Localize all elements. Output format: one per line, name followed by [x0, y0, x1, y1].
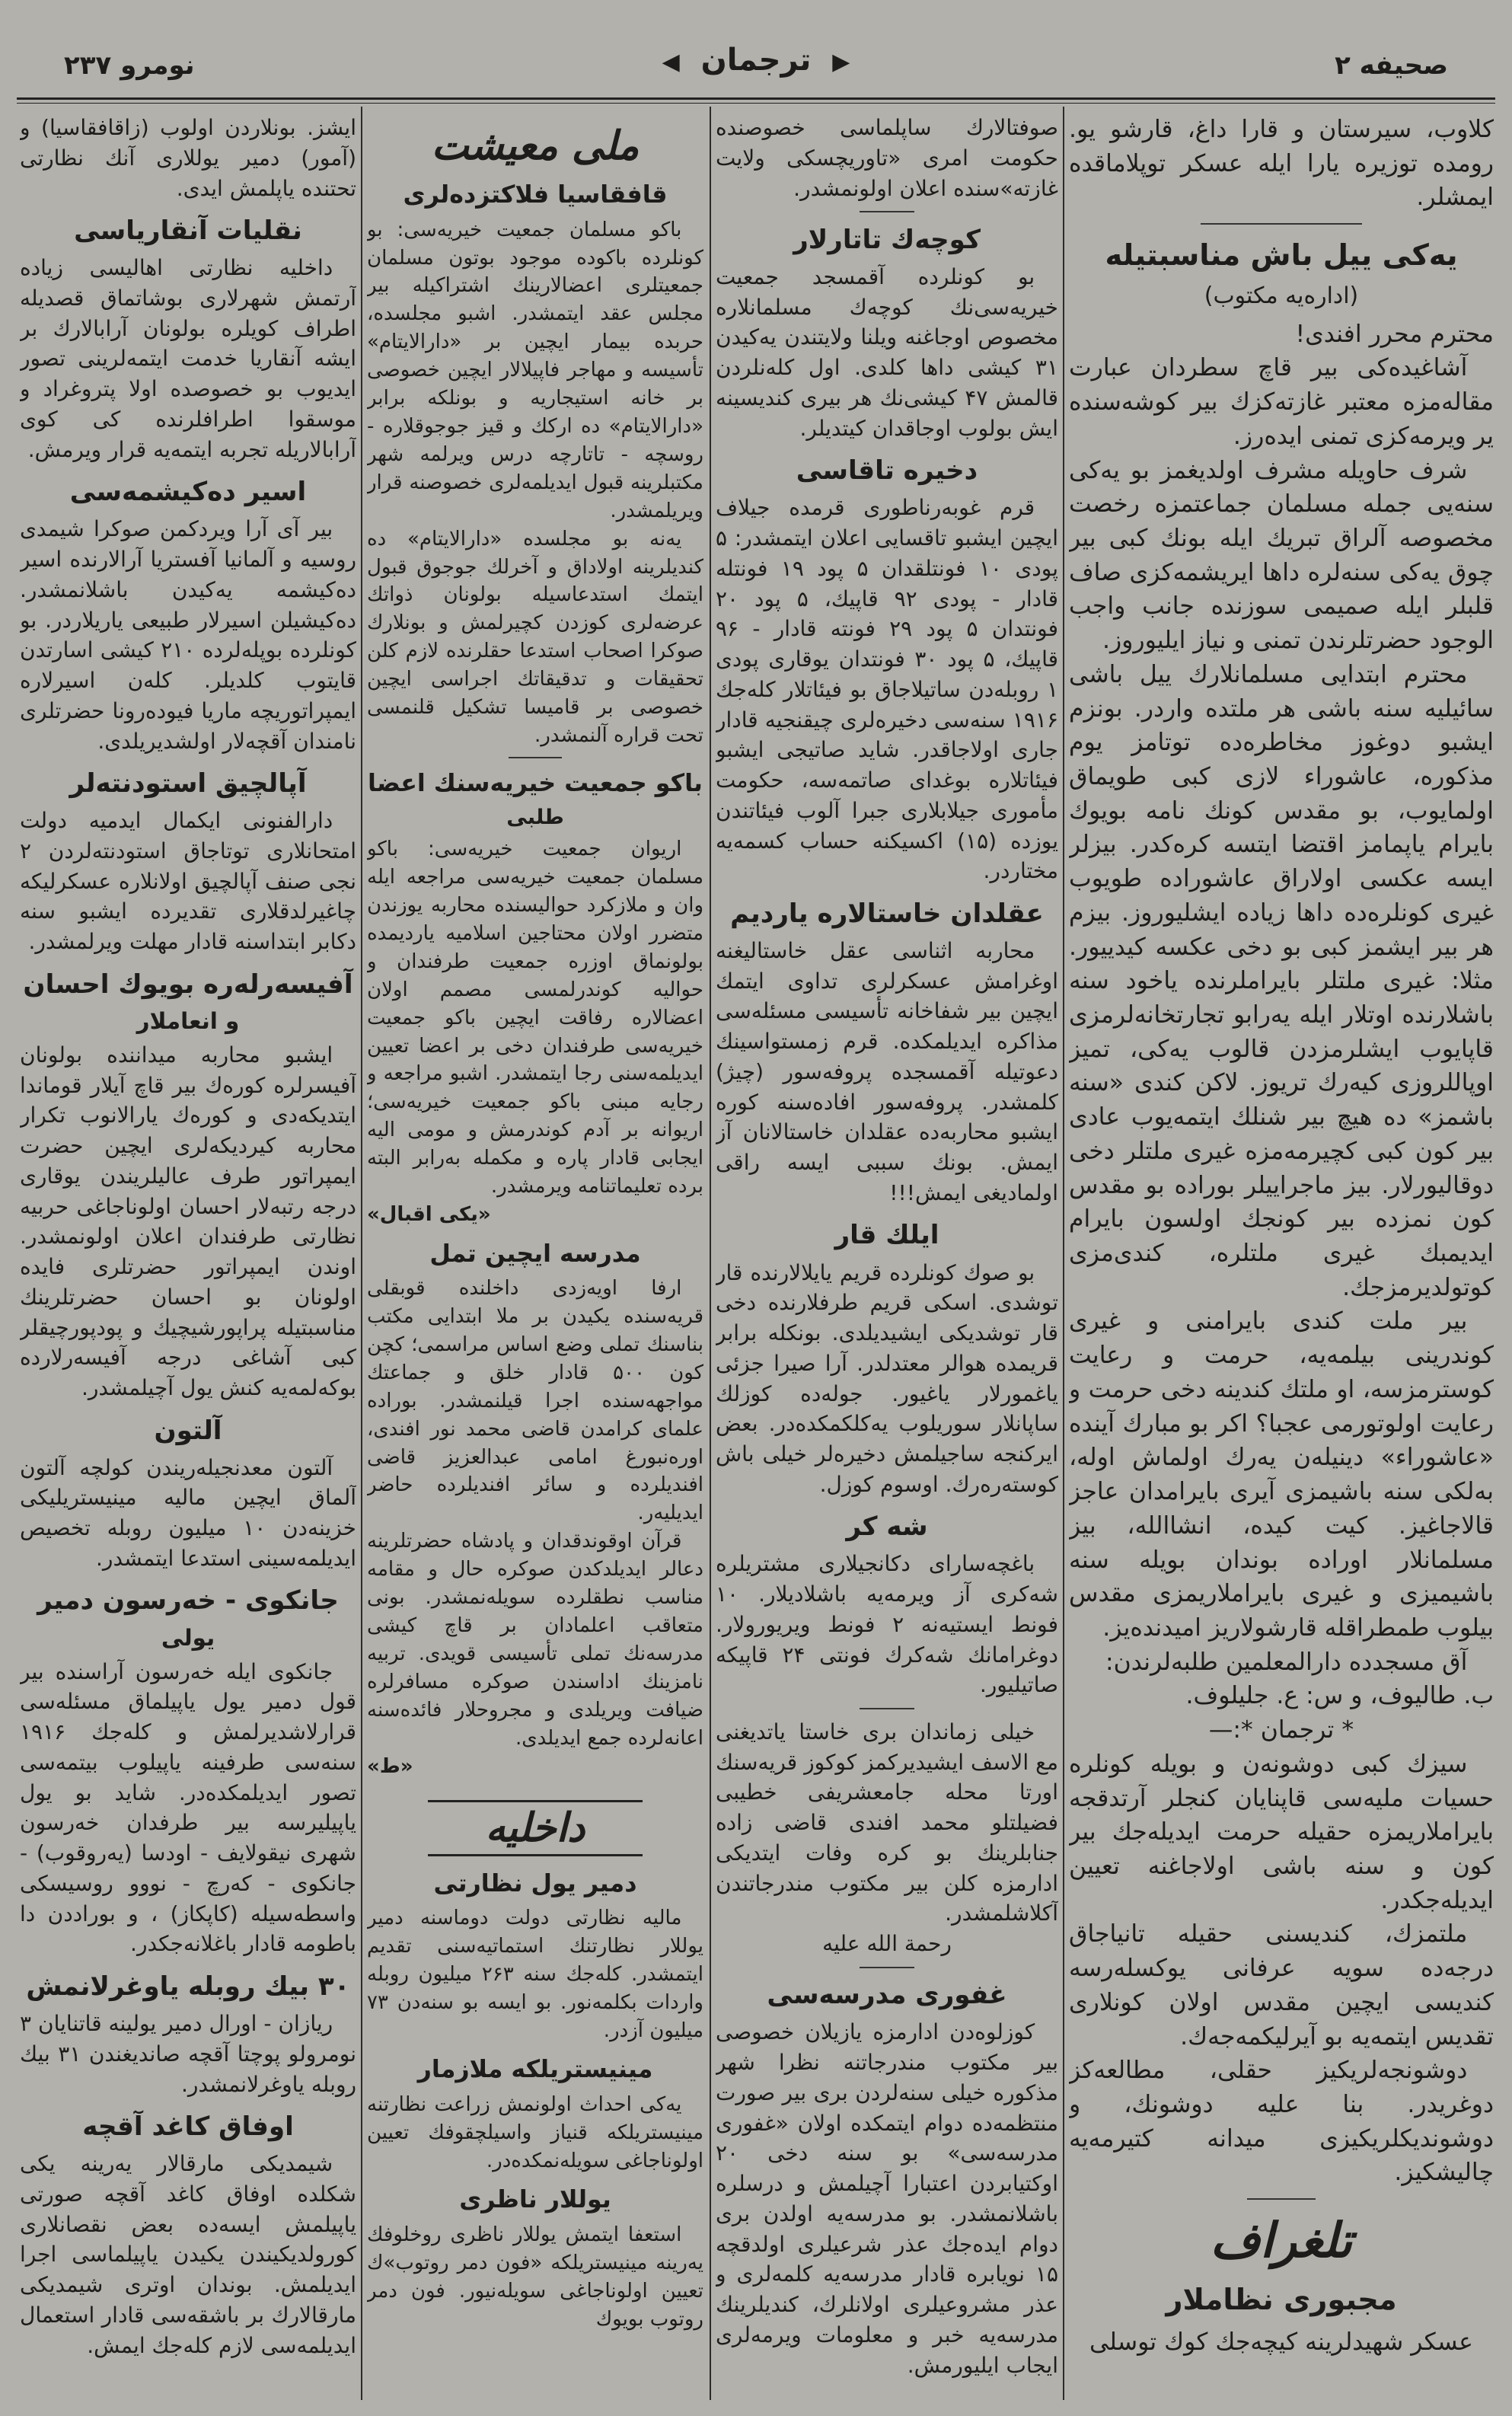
article-title: کوچه‌ك تاتارلار — [793, 224, 981, 255]
masthead — [18, 43, 1494, 78]
article-signature: «ط» — [367, 1754, 413, 1778]
article-title: دخیره تاقاسی — [796, 455, 978, 487]
article-title: آلتون — [154, 1415, 222, 1446]
article-paragraph: عسکر شهیدلرینه کیچه‌جك کوك توسلی — [1089, 2328, 1473, 2356]
article-title-continued: و انعاملار — [136, 1007, 240, 1034]
article-divider — [1247, 2198, 1315, 2200]
article-paragraph: کوزلوه‌دن ادارمزه یازیلان خصوصی بیر مکتوب مندرجاتنه نظرا شهر مذکوره خیلی سنه‌لردن بری بیر صورت منتظمه‌ده دوام ایتمکده اولان «غفوری مدرسه‌سی» بو سنه دخی ۲۰ اوکتیابردن اعتبارا آچیلمش و درسلره باشلانمشدر. بو مدرسه‌یه اولدن بری دوام ایده‌جك عذر شرعیلری اولدقچه ۱۵ نویابره قادار مدرسه‌یه کلمه‌لری و عذر مشروعیلری اولانلرك، کندیلرینك مدرسه‌یه خبر و معلومات ویرمه‌لری ایجاب ایلیورمش. — [716, 2019, 1058, 2378]
article-divider — [509, 757, 563, 758]
article-source: «یکی اقبال» — [367, 1202, 491, 1226]
article-paragraph: شرف حاویله مشرف اولدیغمز بو یه‌کی سنه‌یی جمله مسلمان جماعتمزه رخصت مخصوصه آلراق تبریك ایله بونك کبی بیر چوق یه‌کی سنه‌لره داها ایریشمه‌کزی صاف قلبلر ایله صمیمی سوزنده جانب واجب الوجود حضرتلرندن تمنی و نیاز ایلیوروز. — [1069, 456, 1494, 655]
article-paragraph: ملتمزك، کندیسنی حقیله تانیاجاق درجه‌ده سویه عرفانی یوکسله‌رسه کندیسی ایچین مقدس اولان کونلاری تقدیس ایتمه‌یه بو آیرلیکمه‌جه‌ك. — [1069, 1920, 1494, 2051]
signature-names: ب. طالیوف، و س: ع. جلیلوف. — [1185, 1682, 1494, 1710]
signature-place: آق مسجدده دارالمعلمین طلبه‌لرندن: — [1105, 1648, 1468, 1676]
article-paragraph: بیر آی آرا ویردکمن صوکرا شیمدی روسیه و آلمانیا آفستریا آرالارنده اسیر ده‌کیشمه یه‌کیدن باشلانمشدر. ده‌کیشیلن اسیرلار طبیعی یاریلاردر. بو کونلرده بوپله‌لرده ۲۱۰ کیشی اسارتدن قایتوب کلدیلر. کله‌ن اسیرلاره ایمپراتوریچه ماریا فیوده‌رونا حضرتلری نامندان آقچه‌لار اولشدیریلدی. — [20, 516, 356, 754]
article-title: جانکوی - خه‌رسون دمیر — [37, 1585, 339, 1617]
article-paragraph: استعفا ایتمش یوللار ناظری روخلوفك یه‌رینه مینیستریلکه «فون دمر روتوب»ك تعیین اولوناجاغی سویله‌نیور. فون دمر روتوب بویوك — [367, 2223, 703, 2331]
article-divider — [860, 1967, 914, 1968]
article-title: یوللار ناظری — [459, 2186, 611, 2214]
article-subtitle: (اداره‌یه مکتوب) — [1204, 282, 1359, 310]
article-title: مدرسه ایچین تمل — [429, 1240, 641, 1268]
article-paragraph: جانکوی ایله خه‌رسون آراسنده بیر قول دمیر یول یاپیلماق مسئله‌سی قرارلاشدیرلمش و کله‌جك ۱۹۱۶ سنه‌سی طرفینه یاپیلوب بیتمه‌سی تصور ایدیلمکده‌در. شاید بو یول یاپیلیرسه بیر طرفدان خه‌رسون شهری نیقولایف - اودسا (یه‌روقوب) - جانکوی - که‌رچ - نووو روسیسکی واسطه‌سیله (کاپکاز) ، و بوراددن دا باطومه قادار باغلانه‌جکدر. — [20, 1658, 356, 1957]
issue-number-label: نومرو ۲۳۷ — [64, 50, 195, 81]
article-paragraph: ایشبو محاربه میداننده بولونان آفیسرلره کوره‌ك بیر قاچ آیلار قوماندا ایتدیکه‌دی و کوره‌ك یارالانوب تکرار محاربه کیردیکه‌لری ایچین حضرت ایمپراتور طرف عالیلریندن یوقاری درجه رتبه‌لار احسان اولوناجاغی حربیه نظارتی طرفندان اعلان اولونمشدر. اوندن ایمپراتور حضرتلری فایده اولونان بو احسان حضرتلرینك مناسبتیله پراپورشیچیك و پودپورچیقلر کبی آشاغی درجه آفیسه‌رلارده بوکه‌لمه‌یه کنش یول آچیلمشدر. — [20, 1042, 356, 1401]
article-title: عقلدان خاستالاره یاردیم — [730, 898, 1044, 929]
article-title-continued: طلبی — [506, 806, 564, 830]
article-paragraph: شیمدیکی مارقالار یه‌رینه یکی شکلده اوفاق کاغد آقچه صورتی یاپیلمش ایسه‌ده بعض نقصانلاری کورولدیکیندن یکیدن یاپیلماسی اجرا ایدیلمش. بوندان اوتری شیمدیکی مارقالارك بر باشقه‌سی قادار استعمال ایدیلمه‌سی لازم کله‌جك ایمش. — [20, 2151, 356, 2358]
column-rule — [710, 107, 711, 2400]
article-divider — [860, 1708, 914, 1709]
article-paragraph: صوفتالارك ساپلماسی خصوصنده حکومت امری «تاوریچسکی ولایت غازته»سنده اعلان اولونمشدر. — [716, 115, 1058, 201]
article-paragraph: باغچه‌سارای دکانجیلاری مشتریلره شه‌کری آز ویرمه‌یه باشلادیلار. ۱۰ فونط ایستیه‌نه ۲ فونط ویریورولار. دوغرامانك شه‌کرك فونتی ۲۴ قاپیکه صاتیلیور. — [716, 1551, 1058, 1698]
article-paragraph: قرآن اوقوندقدان و پادشاه حضرتلرینه دعالر ایدیلدکدن صوکره حال و مقامه مناسب نطقلرده سویله‌نمشدر. بونی متعاقب اعلمادان بر قاچ کیشی مدرسه‌نك تملی تأسیسی قویدی. تربیه نامزینك اداسندن صوکره مسافرلره ضیافت ویریلدی و مجروحلار فائده‌سنه اعانه‌لرده جمع ایدیلدی. — [367, 1530, 703, 1750]
editor-reply-label: * ترجمان *:— — [1208, 1716, 1354, 1744]
obituary-prayer: رحمة الله علیه — [822, 1931, 952, 1957]
article-title: آپالچیق استودنته‌لر — [69, 768, 307, 799]
article-paragraph: محترم ابتدایی مسلمانلارك ییل باشی سائیلیه سنه باشی هر ملتده واردر. بونزم ایشبو دوغوز مخاطره‌ده توتامز یوم مذکوره، عاشوراء لازی کبی طویماق اولمایوب، بو مقدس کونك نامه بویوك بایرام یاپمامز اقتضا ایتسه کره‌کدر. بیزلر ایسه عکسی اولاراق عاشوراده طویوب غیری کونلره‌ده داها زیاده ایشلیوروز. بیزم هر بیر ایشمز کبی بو دخی عکسه کیدییور. مثلا: غیری ملتلر بایراملرنده یاخود سنه باشلارنده اوتلار ایله یه‌رابو تجارتخانه‌لرمزی قاپایوب ایشلرمزدن قالوب یه‌کی، تمیز اوپاللروزی کیه‌رك تریوز. لاکن کندی «سنه باشمز» ده هیچ بیر شنلك ایتمه‌یوب عادی بیر کون کبی کچیرمه‌مزه غیری ملتلر دخی دوقالیورلار. بیز ماجراییلر بوراده بو مقدس کون نمزده بیر کونجك اولسون بایرام ایدیمبك غیری ملتلره، کندی‌مزی کوتولدیرمزجك. — [1069, 660, 1494, 1301]
article-title: ایلك قار — [834, 1220, 939, 1251]
article-title: باکو جمعیت خیریه‌سنك اعضا — [368, 769, 703, 797]
obituary-paragraph: خیلی زماندان بری خاستا یاتدیغنی مع الاسف ایشیدیرکمز کوکوز قریه‌سنك اورتا محله جامعشریفی خطیبی فضیلتلو محمد افندی قاضی زاده جنابلرینك بو کره وفات ایتدیکی ادارمزه کلن بیر مکتوب مندرجاتندن آکلاشلمشدر. — [716, 1719, 1058, 1926]
article-paragraph: بو کونلرده آقمسجد جمعیت خیریه‌سی‌نك کوچه‌ك مسلمانلاره مخصوص اوجاغنه ویلنا ولایتندن یه‌کیدن ۳۱ کیشی داها کلدی. اول کله‌نلردن قالمش ۴۷ کیشی‌نك هر بیری کندیسینه ایش بولوب اوجاقدان کیتدیلر. — [716, 263, 1058, 441]
article-paragraph: دارالفنونی ایکمال ایدمیه دولت امتحانلاری توتاجاق استودنته‌لردن ۲ نجی صنف آپالچیق اولانلاره عسکرلیکه چاغیرلدقلاری تقدیرده ایشبو سنه دکابر ابتداسنه قادار مهلت ویرلمشدر. — [20, 808, 356, 955]
section-logo: تلغراف — [1210, 2212, 1353, 2268]
article-title: غفوری مدرسه‌سی — [767, 1980, 1007, 2011]
article-title: ۳۰ بیك روبله یاوغرلانمش — [26, 1971, 350, 2002]
article-paragraph: سیزك کبی دوشونه‌ن و بویله کونلره حسیات ملیه‌سی قاپنایان کنجلر آرتدقجه بایراملاریمزه حقیله حرمت ایدیله‌جك بیر کون و سنه باشی اولاجاغنه تعیین ایدیله‌جکدر. — [1069, 1750, 1494, 1914]
section-heading-internal: داخلیه — [428, 1800, 643, 1856]
arrow-left-icon: ◀ — [662, 48, 680, 75]
page-header — [18, 43, 1494, 96]
article-paragraph: بو صوك کونلرده قریم یایلالارنده قار توشدی. اسکی قریم طرفلارنده دخی قار توشدیکی ایشیدیلدی. بونکله برابر قریمده هوالر معتدلدر. آرا صیرا جزئی یاغمورلار یاغیور. جوله‌ده کوزلك ساپانلار سوریلوب یه‌کلکمکده‌در. بعض ایرکنجه ساجیلمش دخیره‌لر خیلی باش کوسته‌ره‌رك. اوسوم کوزل. — [716, 1259, 1058, 1497]
article-paragraph: محاربه اثناسی عقل خاستالیغنه اوغرامش عسکرلری تداوی ایتمك ایچین بیر شفاخانه تأسیسی مسئله‌سی مذاکره ایدیلمکده. قرم زمستواسینك دعوتیله آقمسجده پروفه‌سور (چیژ) کلمشدر. پروفه‌سور افاده‌سنه کوره ایشبو محاربه‌ده عقلدان خاستالانان آز ایمش. بونك سببی ایسه راقی اولمادیغی ایمش!!! — [716, 937, 1058, 1205]
article-paragraph: کلاوب، سیرستان و قارا داغ، قارشو یو. رومده توزیره یارا ایله عسکر توپلاماقده ایمشلر. — [1069, 116, 1494, 212]
article-paragraph: ایشز. بونلاردن اولوب (زاقافقاسیا) و (آمور) دمیر یوللاری آنك نظارتی تحتنده یاپلمش ایدی. — [20, 115, 356, 201]
article-divider — [860, 211, 914, 212]
article-paragraph: آشاغیده‌کی بیر قاچ سطردان عبارت مقاله‌مزه معتبر غازته‌کزك بیر کوشه‌سنده یر ویرمه‌کزی تمنی ایده‌رز. — [1069, 354, 1494, 450]
article-paragraph: یه‌نه بو مجلسده «دارالایتام» ده کندیلرینه اولاداق و آخرلك جوجوق قبول ایتمك استدعاسیله بولونان ذواتك عرضه‌لری کوزدن کچیرلمش و بونلارك صوکرا اصحاب استدعا حقلرنده لازم کلن تحقیقات و تدقیقاتك اجراسی ایچین خصوصی بر قامیسا تشکیل قلنمسی تحت قراره آلنمشدر. — [367, 527, 703, 747]
column-rule — [1063, 107, 1064, 2400]
article-paragraph: ریازان - اورال دمیر یولینه قاتنایان ۳ نومرولو پوچتا آقچه صاندیغندن ۳۱ بیك روبله یاوغرلانمشدر. — [20, 2011, 356, 2097]
article-title: اسیر ده‌کیشمه‌سی — [69, 477, 307, 508]
header-rule — [17, 97, 1495, 104]
article-title: مجبوری نظاملار — [1166, 2282, 1397, 2317]
article-paragraph: یه‌کی احداث اولونمش زراعت نظارتنه مینیستریلکه قنیاز واسیلچقوفك تعیین اولوناجاغی سویله‌نمکده‌در. — [367, 2092, 703, 2172]
article-title: اوفاق کاغد آقچه — [82, 2111, 294, 2142]
article-paragraph: اریوان جمعیت خیریه‌سی: باکو مسلمان جمعیت خیریه‌سی مراجعه ایله وان و ملازکرد حوالیسنده محاربه یوزندن متضرر اولان محتاجین اسلامیه یاردیمده بولونماق اوزره جمعیت طرفندان و حوالیه کوندرلمسی مصمم اولان اعضالاره رفاقت ایچین باکو جمعیت خیریه‌سی طرفندان دخی بر اعضا تعیین ایدیلمه‌سنی رجا ایتمشدر. اشبو مراجعه و رجایه مبنی باکو جمعیت خیریه‌سی؛ اریوانه بر آدم کوندرمش و مومی الیه ایجابی قادار پاره و مکمله به‌رابر البته برده تعلیماتنامه ویرمشدر. — [367, 838, 703, 1198]
section-heading-national-life: ملی معیشت — [431, 123, 640, 169]
article-title-continued: یولی — [161, 1624, 215, 1651]
article-title: قافقاسیا فلاکتزده‌لری — [403, 181, 668, 209]
article-title: مینیستریلکه ملازمار — [417, 2056, 653, 2084]
article-paragraph: بیر ملت کندی بایرامنی و غیری کوندرینی بیلمه‌یه، حرمت و رعایت کوسترمزسه، او ملتك کندینه دخی حرمت و رعایت اولوتورمی عجبا؟ اکر بو مبارك آینده «عاشوراء» دینیله‌ن یه‌رك اولماش اوله، به‌لکی سنه باشیمزی آیری بایرامدان عاجز قالاجاغیز. کیت کیده، انشاالله، بیز مسلمانلار اوراده بوندان بویله سنه باشیمیزی و غیری بایراملاریمزی مقدس بیلوب طمطراقله قارشولاریز امیدنده‌یز. — [1069, 1307, 1494, 1642]
column-1 — [1069, 113, 1494, 2397]
article-title: شه کر — [846, 1511, 928, 1543]
article-paragraph: قرم غوبه‌رناطوری قرمده جیلاف ایچین ایشبو تاقسایی اعلان ایتمشدر: ۵ پودی ۱۰ فونتلقدان ۵ پود ۱۹ فونتله قادار - پودی ۹۲ قاپیك، ۵ پود ۲۰ فونتدان ۵ پود ۲۹ فونته قادار - ۹۶ قاپیك، ۵ پود ۳۰ فونتدان یوقاری پودی ۱ روبله‌دن ساتیلاجاق بو فیئاتلار کله‌جك ۱۹۱۶ سنه‌سی دخیره‌لری چیقنجیه قادار جاری اولاجاقدر. شاید صاتیجی ایشبو فیئاتلاره بوغدای صاتمه‌سه، حکومت مأموری جیلابلاری جبرا آلوب فیئاتندن یوزده (۱۵) اکسیکنه حساب کسمه‌یه مختاردر. — [716, 495, 1058, 884]
column-3 — [367, 113, 703, 2397]
article-paragraph: ارفا اویه‌زدی داخلنده قوبقلی قریه‌سنده یکیدن بر ملا ابتدایی مکتب بناسنك تملی وضع اساس مراسمی؛ کچن کون ۵۰۰ قادار خلق و جماعتك مواجهه‌سنده اجرا قیلنمشدر. بوراده علمای کرامدن قاضی محمد نور افندی، اوره‌نبورغ امامی عبدالعزیز قاضی افندیلرده و سائر افندیلرده حاضر ایدیلیه‌ر. — [367, 1277, 703, 1525]
column-4 — [20, 113, 356, 2397]
article-divider — [1201, 223, 1362, 225]
article-title: دمیر یول نظارتی — [433, 1869, 637, 1897]
letter-salutation: محترم محرر افندی! — [1295, 320, 1494, 348]
article-paragraph: مالیه نظارتی دولت دوماسنه دمیر یوللار نظارتنك استماتیه‌سنی تقدیم ایتمشدر. کله‌جك سنه ۲۶۳ میلیون روبله واردات بکلمه‌نور. بو ایسه بو سنه‌دن ۷۳ میلیون آزدر. — [367, 1907, 703, 2042]
article-title: نقلیات آنقاریاسی — [74, 215, 302, 246]
arrow-right-icon: ▶ — [832, 48, 850, 75]
newspaper-title: ترجمان — [700, 43, 812, 78]
article-paragraph: باکو مسلمان جمعیت خیریه‌سی: بو کونلرده باکوده موجود بوتون مسلمان جمعیتلری اعضالارینك اشتراکیله بیر مجلس عقد ایتمشدر. اشبو مجلسده، حربده بیمار ایچین بر «دارالایتام» تأسیسه و مهاجر فاپیلالار ایچین خصوصی بر خانه استیجاریه و بونلکه برابر «دارالایتام» ده ارکك و قیز جوجوقلاره - روسچه - تاتارچه درس ویرلمه شهر مکتبلرینه قبول ایدیلمه‌لری خصوصنه قرار ویریلمشدر. — [367, 218, 703, 522]
column-rule — [361, 107, 362, 2400]
article-title: آفیسه‌رله‌ره بویوك احسان — [23, 969, 353, 1000]
column-2 — [716, 113, 1058, 2397]
page-number-label: صحیفه ۲ — [1335, 50, 1448, 81]
article-title: یه‌کی ییل باش مناسبتیله — [1105, 238, 1458, 273]
article-paragraph: داخلیه نظارتی اهالیسی زیاده آرتمش شهرلاری بوشاتماق قصدیله اطراف کویلره بولونان آرابالارك بر ایشه آنقاریا خدمت ایتمه‌لرینی تصور ایدیوب بو خصوصده اولا پتروغراد و موسقوا اطرافلرنده کی کوی آرابالاریله تجربه ایتمه‌یه قرار ویرمش. — [20, 255, 356, 462]
article-paragraph: آلتون معدنجیله‌ریندن کولچه آلتون آلماق ایچین مالیه مینیستریلیکی خزینه‌دن ۱۰ میلیون روبله تخصیص ایدیلمه‌سینی استدعا ایتمشدر. — [20, 1454, 356, 1571]
article-paragraph: دوشونجه‌لریکیز حقلی، مطالعه‌کز دوغریدر. بنا علیه دوشونك، و دوشوندیکلریکیزی میدانه کتیرمه‌یه چالیشکیز. — [1069, 2057, 1494, 2187]
